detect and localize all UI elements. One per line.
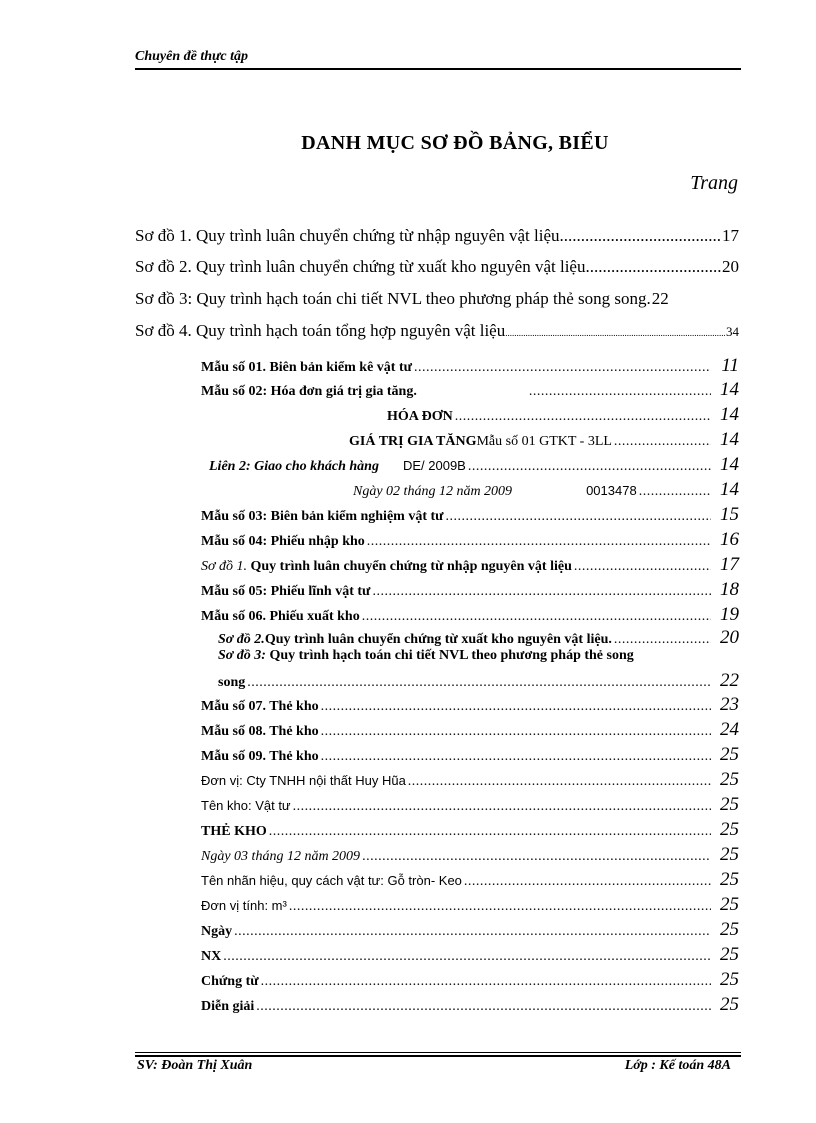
footer-rule	[135, 1052, 741, 1053]
entry-text: Diễn giải	[201, 999, 255, 1014]
entry-page: 14	[720, 479, 739, 500]
entry-page: 14	[720, 379, 739, 400]
entry-prefix: Mẫu số 05:	[201, 584, 268, 599]
diagram-entry	[135, 226, 739, 246]
toc-entry	[201, 554, 739, 576]
leader-dots	[505, 321, 725, 341]
leader-dots	[221, 949, 711, 965]
leader-dots	[319, 724, 711, 740]
running-header: Chuyên đề thực tập	[135, 49, 249, 64]
leader-dots	[444, 509, 711, 525]
entry-text: Thẻ kho	[265, 699, 319, 714]
leader-dots	[612, 632, 711, 648]
page-column-label: Trang	[690, 172, 738, 194]
toc-entry	[201, 504, 739, 526]
diagram-entry-label: Sơ đồ 2. Quy trình luân chuyển chứng từ xuất kho nguyên vật liệu.	[135, 257, 590, 276]
diagram-entry-page: 22	[651, 289, 669, 308]
leader-dots	[267, 824, 711, 840]
entry-page: 15	[720, 504, 739, 525]
entry-text: Thẻ kho	[265, 749, 319, 764]
footer-student: SV: Đoàn Thị Xuân	[137, 1058, 253, 1073]
leader-dots	[453, 409, 711, 425]
entry-extra: DE/ 2009B	[402, 458, 466, 473]
entry-text: Phiếu xuất kho	[265, 609, 360, 624]
entry-prefix: Mẫu số 02:	[201, 384, 268, 399]
entry-text: song	[218, 675, 246, 690]
leader-dots	[259, 974, 711, 990]
leader-dots	[612, 434, 711, 450]
entry-page: 17	[720, 554, 739, 575]
entry-page: 11	[721, 355, 739, 376]
entry-text: GIÁ TRỊ GIA TĂNG	[349, 434, 477, 449]
entry-page: 22	[720, 670, 739, 691]
entry-prefix: Mẫu số 03:	[201, 509, 268, 524]
entry-page: 25	[720, 744, 739, 765]
entry-extra: 0013478	[586, 483, 637, 498]
leader-dots	[245, 675, 711, 691]
entry-text: Ngày 03 tháng 12 năm 2009	[201, 849, 361, 864]
toc-entry	[218, 648, 739, 664]
entry-page: 18	[720, 579, 739, 600]
entry-page: 16	[720, 529, 739, 550]
entry-page: 14	[720, 404, 739, 425]
entry-text: Biên bản kiểm nghiệm vật tư	[267, 509, 444, 524]
entry-page: 25	[720, 794, 739, 815]
entry-prefix: Mẫu số 09.	[201, 749, 266, 764]
toc-entry	[201, 844, 739, 866]
entry-page: 20	[720, 627, 739, 648]
leader-dots	[590, 257, 721, 277]
entry-text: Hóa đơn giá trị gia tăng.	[267, 384, 417, 399]
entry-text: HÓA ĐƠN	[387, 409, 453, 424]
entry-text: Ngày 02 tháng 12 năm 2009	[353, 484, 513, 499]
entry-page: 25	[720, 969, 739, 990]
entry-page: 23	[720, 694, 739, 715]
toc-entry-continuation	[218, 670, 739, 692]
entry-text: Ngày	[201, 924, 233, 939]
diagram-entry-label: Sơ đồ 1. Quy trình luân chuyển chứng từ nhập nguyên vật liệu	[135, 226, 560, 245]
diagram-entry	[135, 289, 739, 309]
entry-text: Đơn vị tính: m³	[201, 898, 287, 913]
entry-prefix: Mẫu số 07.	[201, 699, 266, 714]
toc-entry	[201, 744, 739, 766]
entry-text: THẺ KHO	[201, 824, 267, 839]
diagram-entry-label: Sơ đồ 3: Quy trình hạch toán chi tiết NVL theo phương pháp thẻ song song.	[135, 289, 651, 308]
entry-page: 14	[720, 454, 739, 475]
header-rule	[135, 68, 741, 70]
leader-dots	[370, 584, 711, 600]
entry-text: Quy trình luân chuyển chứng từ xuất kho nguyên vật liệu.	[264, 632, 612, 647]
entry-text: Liên 2: Giao cho khách hàng	[209, 459, 379, 474]
entry-page: 19	[720, 604, 739, 625]
toc-entry	[201, 479, 739, 501]
footer-class: Lớp : Kế toán 48A	[624, 1058, 731, 1073]
entry-page: 24	[720, 719, 739, 740]
entry-prefix: Mẫu số 04:	[201, 534, 268, 549]
diagram-entry-page: 17	[722, 226, 739, 245]
entry-prefix: Mẫu số 06.	[201, 609, 266, 624]
entry-text: Quy trình luân chuyển chứng từ nhập nguyên vật liệu	[246, 559, 572, 574]
entry-page: 14	[720, 429, 739, 450]
toc-entry	[201, 894, 739, 916]
leader-dots	[360, 609, 711, 625]
leader-dots	[637, 484, 711, 500]
entry-text: Phiếu nhập kho	[267, 534, 365, 549]
entry-prefix: Sơ đồ 1.	[201, 559, 247, 574]
leader-dots	[360, 849, 711, 865]
leader-dots	[365, 534, 711, 550]
leader-dots	[412, 360, 711, 376]
entry-prefix: Sơ đồ 3:	[218, 648, 266, 663]
entry-page: 25	[720, 844, 739, 865]
entry-extra: Mẫu số 01 GTKT - 3LL	[476, 434, 612, 449]
toc-entry	[201, 994, 739, 1016]
leader-dots	[291, 799, 711, 815]
entry-page: 25	[720, 869, 739, 890]
entry-text: Phiếu lĩnh vật tư	[267, 584, 371, 599]
leader-dots	[560, 226, 722, 246]
entry-page: 25	[720, 894, 739, 915]
leader-dots	[287, 899, 711, 915]
leader-dots	[572, 559, 711, 575]
entry-text: Quy trình hạch toán chi tiết NVL theo phương pháp thẻ song	[265, 648, 634, 663]
page-title: DANH MỤC SƠ ĐỒ BẢNG, BIỂU	[301, 132, 609, 154]
toc-entry	[201, 819, 739, 841]
entry-text: Đơn vị: Cty TNHH nội thất Huy Hũa	[201, 773, 406, 788]
leader-dots	[462, 874, 711, 890]
toc-entry	[201, 719, 739, 741]
toc-entry	[201, 604, 739, 626]
toc-entry	[201, 529, 739, 551]
entry-prefix: Sơ đồ 2.	[218, 632, 265, 647]
entry-page: 25	[720, 994, 739, 1015]
toc-entry	[201, 969, 739, 991]
leader-dots	[319, 699, 711, 715]
leader-dots	[527, 384, 711, 400]
entry-prefix: Mẫu số 08.	[201, 724, 266, 739]
toc-entry	[201, 769, 739, 791]
toc-entry	[201, 454, 739, 476]
toc-entry	[201, 379, 739, 401]
entry-text: Tên nhãn hiệu, quy cách vật tư: Gỗ tròn- Keo	[201, 873, 462, 888]
toc-entry	[201, 869, 739, 891]
toc-entry	[201, 919, 739, 941]
footer-rule	[135, 1055, 741, 1057]
entry-prefix: Mẫu số 01.	[201, 360, 266, 375]
toc-entry	[201, 355, 739, 377]
entry-page: 25	[720, 819, 739, 840]
entry-text: Tên kho: Vật tư	[201, 798, 291, 813]
diagram-entry	[135, 257, 739, 277]
entry-text: NX	[201, 949, 222, 964]
entry-page: 25	[720, 769, 739, 790]
leader-dots	[406, 774, 711, 790]
toc-entry	[201, 429, 739, 451]
toc-entry	[201, 794, 739, 816]
diagram-entry-page: 34	[726, 324, 739, 339]
toc-entry	[201, 579, 739, 601]
diagram-entry	[135, 321, 739, 341]
entry-text: Thẻ kho	[265, 724, 319, 739]
leader-dots	[254, 999, 711, 1015]
diagram-entry-label: Sơ đồ 4. Quy trình hạch toán tổng hợp nguyên vật liệu	[135, 321, 506, 340]
entry-text: Chứng từ	[201, 974, 259, 989]
toc-entry	[201, 944, 739, 966]
leader-dots	[466, 459, 711, 475]
diagram-entry-page: 20	[722, 257, 739, 276]
entry-page: 25	[720, 944, 739, 965]
leader-dots	[232, 924, 711, 940]
toc-entry	[201, 404, 739, 426]
leader-dots	[319, 749, 711, 765]
entry-page: 25	[720, 919, 739, 940]
entry-text: Biên bản kiểm kê vật tư	[265, 360, 413, 375]
toc-entry	[218, 627, 739, 649]
toc-entry	[201, 694, 739, 716]
